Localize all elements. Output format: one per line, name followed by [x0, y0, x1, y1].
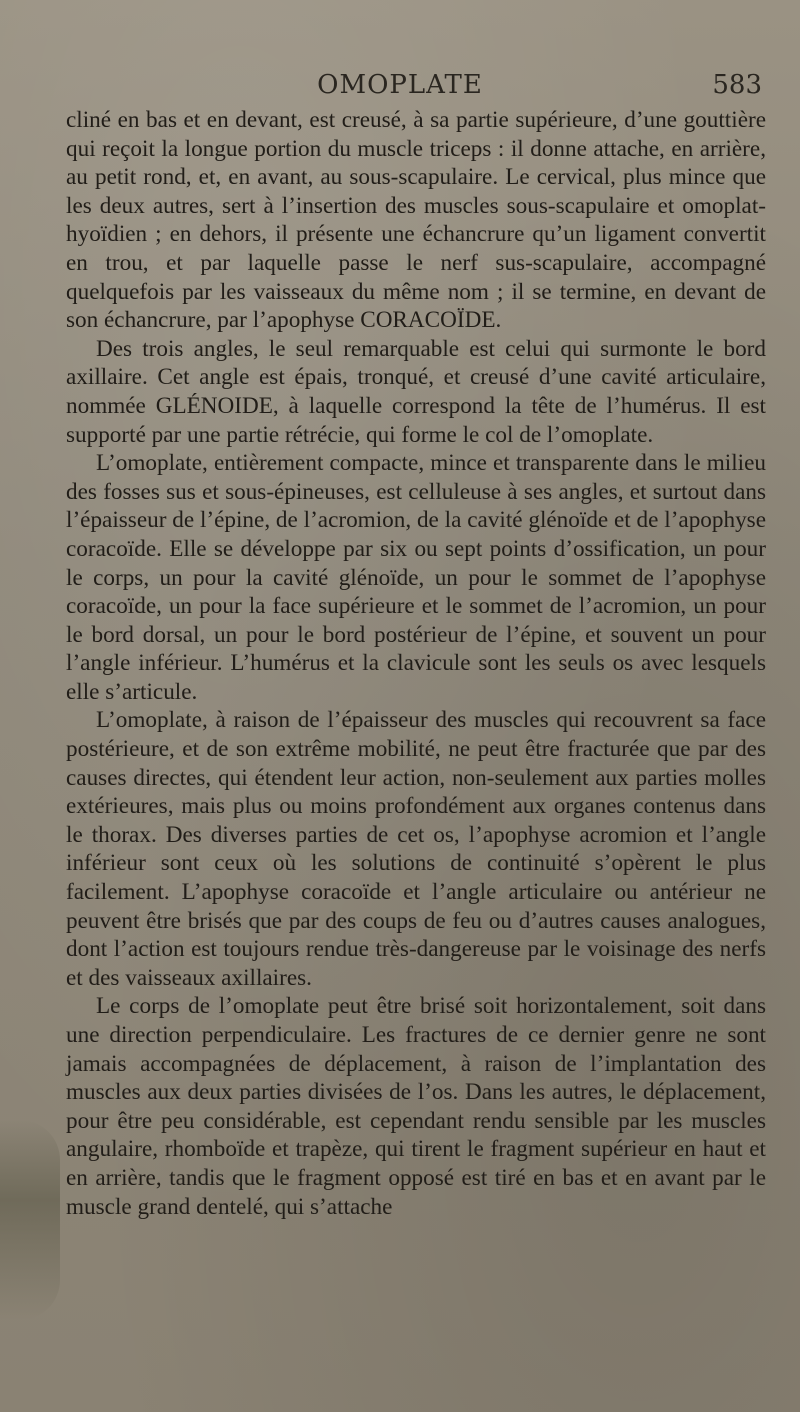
body-text	[66, 106, 766, 1221]
page-edge-shadow	[0, 1120, 60, 1320]
running-title: OMOPLATE	[317, 70, 483, 100]
paragraph-1: cliné en bas et en devant, est creusé, à sa partie supérieure, d’une gouttière qui reçoit la longue portion du muscle triceps : il donne attache, en arrière, au petit rond, et, en avant, au sous-scapulaire. Le cervical, plus mince que les deux autres, sert à l’insertion des muscles sous-scapulaire et omoplat-hyoïdien ; en dehors, il présente une échancrure qu’un ligament convertit en trou, et par laquelle passe le nerf sus-scapulaire, accompagné quelquefois par les vaisseaux du même nom ; il se termine, en devant de son échancrure, par l’apophyse CORACOÏDE.	[66, 107, 766, 334]
paragraph-2: Des trois angles, le seul remarquable est celui qui surmonte le bord axillaire. Cet angle est épais, tronqué, et creusé d’une cavité articulaire, nommée GLÉNOIDE, à laquelle correspond la tête de l’humérus. Il est supporté par une partie rétrécie, qui forme le col de l’omoplate.	[66, 335, 766, 448]
paragraph-3: L’omoplate, entièrement compacte, mince et transparente dans le milieu des fosses sus et sous-épineuses, est celluleuse à ses angles, et surtout dans l’épaisseur de l’épine, de l’acromion, de la cavité glénoïde et de l’apophyse coracoïde. Elle se développe par six ou sept points d’ossification, un pour le corps, un pour la cavité glénoïde, un pour le sommet de l’apophyse coracoïde, un pour la face supérieure et le sommet de l’acromion, un pour le bord dorsal, un pour le bord postérieur de l’épine, et souvent un pour l’angle inférieur. L’humérus et la clavicule sont les seuls os avec lesquels elle s’articule.	[66, 450, 766, 705]
paragraph-5: Le corps de l’omoplate peut être brisé soit horizontalement, soit dans une direction perpendiculaire. Les fractures de ce dernier genre ne sont jamais accompagnées de déplacement, à raison de l’implantation des muscles aux deux parties divisées de l’os. Dans les autres, le déplacement, pour être peu considérable, est cependant rendu sensible par les muscles angulaire, rhomboïde et trapèze, qui tirent le fragment supérieur en haut et en arrière, tandis que le fragment opposé est tiré en bas et en avant par le muscle grand dentelé, qui s’attache	[66, 993, 766, 1220]
paragraph-4: L’omoplate, à raison de l’épaisseur des muscles qui recouvrent sa face postérieure, et de son extrême mobilité, ne peut être fracturée que par des causes directes, qui étendent leur action, non-seulement aux parties molles extérieures, mais plus ou moins profondément aux organes contenus dans le thorax. Des diverses parties de cet os, l’apophyse acromion et l’angle inférieur sont ceux où les solutions de continuité s’opèrent le plus facilement. L’apophyse coracoïde et l’angle articulaire ou antérieur ne peuvent être brisés que par des coups de feu ou d’autres causes analogues, dont l’action est toujours rendue très-dangereuse par le voisinage des nerfs et des vaisseaux axillaires.	[66, 707, 766, 991]
page-header	[0, 70, 800, 110]
page-number: 583	[712, 70, 762, 100]
